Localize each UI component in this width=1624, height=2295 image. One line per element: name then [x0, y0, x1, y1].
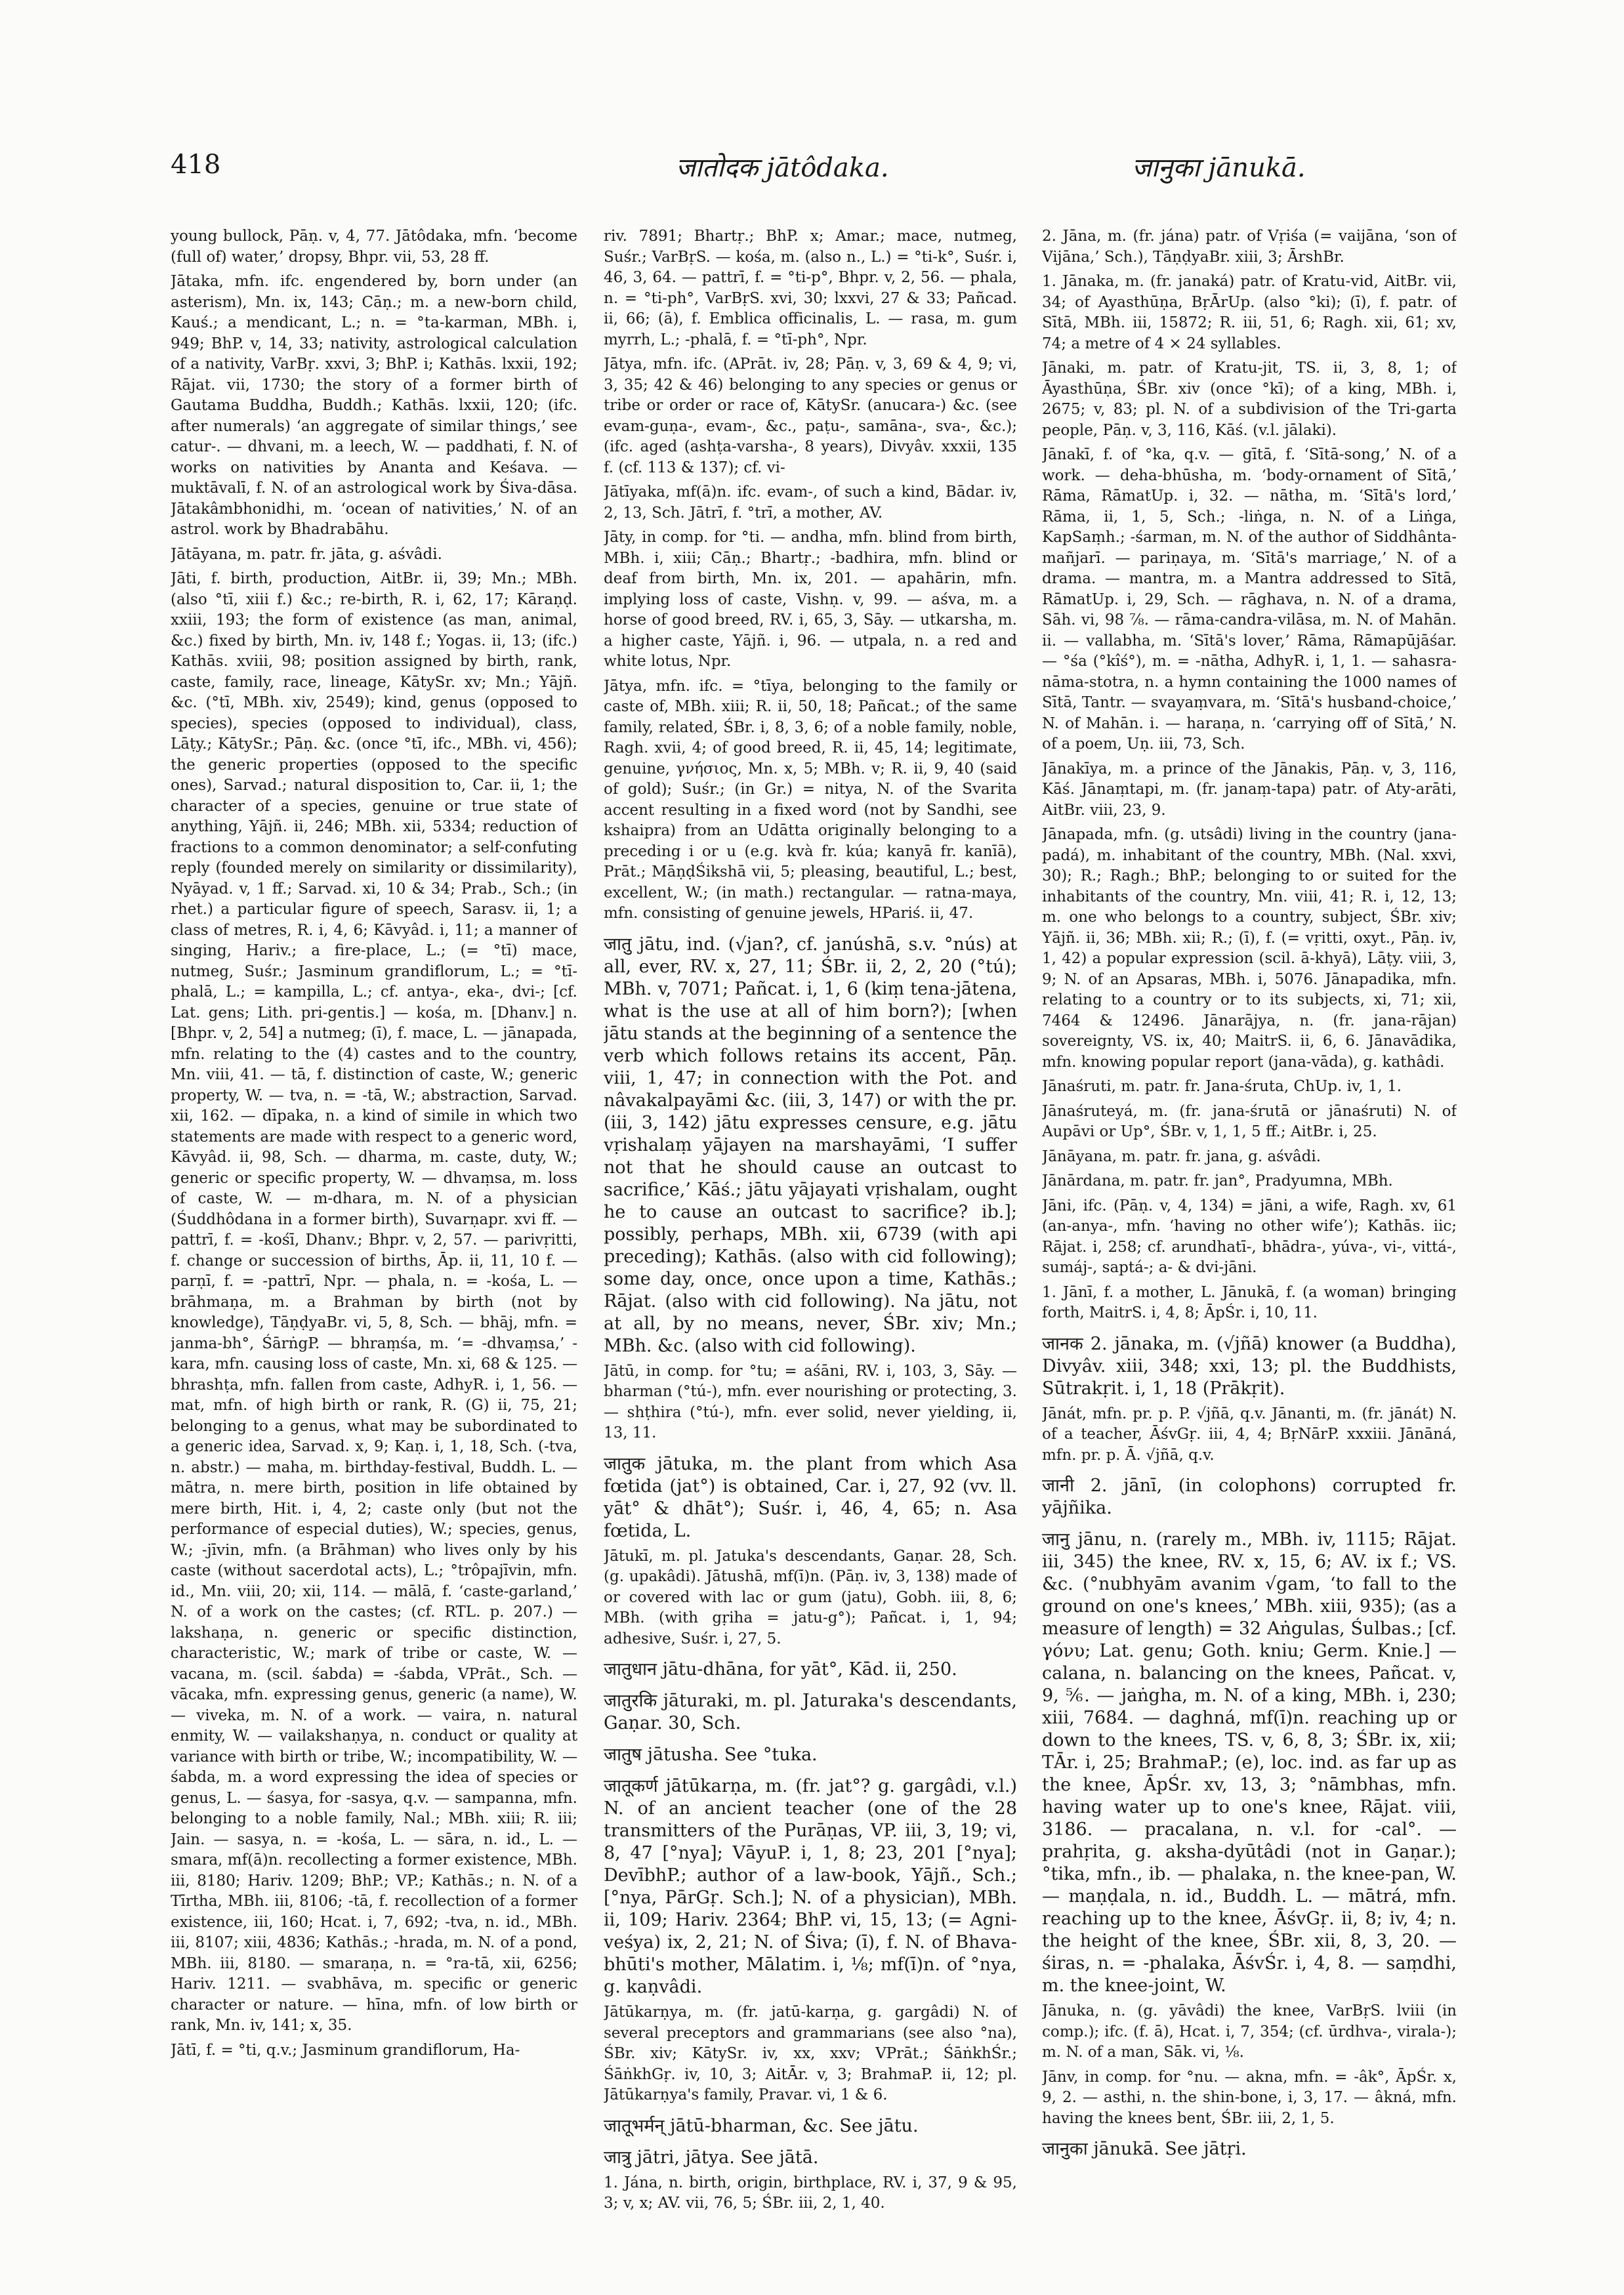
- dictionary-entry: जातुक jātuka, m. the plant from which Asa fœtida (jat°) is obtained, Car. i, 27, 92 (vv. ll. yāt° & dhāt°); Suśr. i, 46, 4, 65; n. Asa fœtida, L.: [604, 1453, 1017, 1541]
- dictionary-entry: 1. Jānaka, m. (fr. janaká) patr. of Kratu-vid, AitBr. vii, 34; of Ayasthūṇa, BṛĀrUp. (also °ki); (ī), f. patr. of Sītā, MBh. iii, 15872; R. iii, 51, 6; Ragh. xii, 61; xv, 74; a metre of 4 × 24 syllables.: [1042, 273, 1457, 352]
- page-number: 418: [171, 150, 221, 180]
- dictionary-entry: Jātukī, m. pl. Jatuka's descendants, Gaṇar. 28, Sch. (g. upakâdi). Jātushā, mf(ī)n. (Pāṇ. iv, 3, 138) made of or covered with lac or gum (jatu), Gobh. iii, 8, 6; MBh. (with gṛiha = jatu-g°); Pañcat. i, 1, 94; adhesive, Suśr. i, 27, 5.: [604, 1547, 1017, 1647]
- dictionary-entry: जानी 2. jānī, (in colophons) corrupted fr. yājñika.: [1042, 1476, 1457, 1518]
- right-running-headword: जानुका jānukā.: [1132, 153, 1306, 183]
- left-running-headword: जातोदक jātôdaka.: [676, 153, 889, 183]
- column-left: [171, 226, 577, 2227]
- dictionary-entry: जातुधान jātu-dhāna, for yāt°, Kād. ii, 250.: [604, 1659, 957, 1680]
- dictionary-entry: Jātaka, mfn. ifc. engendered by, born under (an asterism), Mn. ix, 143; Cāṇ.; m. a new-born child, Kauś.; a mendicant, L.; n. = °ta-karman, MBh. i, 949; BhP. v, 14, 33; nativity, astrological calculation of a nativity, VarBṛ. xxvi, 3; BhP. i; Kathās. lxxii, 192; Rājat. vii, 1730; the story of a former birth of Gautama Buddha, Buddh.; Kathās. lxxii, 120; (ifc. after numerals) ‘an aggregate of similar things,’ see catur-. — dhvani, m. a leech, W. — paddhati, f. N. of works on nativities by Ananta and Keśava. — muktāvalī, f. N. of an astrological work by Śiva-dāsa. Jātakâmbhonidhi, m. ‘ocean of nativities,’ N. of an astrol. work by Bhadrabāhu.: [171, 273, 577, 538]
- dictionary-entry: Jānát, mfn. pr. p. P. √jñā, q.v. Jānanti, m. (fr. jānát) N. of a teacher, ĀśvGṛ. iii, 4, 4; BṛNārP. xxxiii. Jānāná, mfn. pr. p. Ā. √jñā, q.v.: [1042, 1405, 1457, 1464]
- dictionary-entry: जानुका jānukā. See jātṛi.: [1042, 2139, 1247, 2159]
- dictionary-entry: Jānapada, mfn. (g. utsâdi) living in the country (jana-padá), m. inhabitant of the country, MBh. (Nal. xxvi, 30); R.; Ragh.; BhP.; belonging to or suited for the inhabitants of the country, Mn. viii, 41; R. i, 12, 13; m. one who belongs to a country, subject, ŚBr. xiv; Yājñ. ii, 36; MBh. xii; R.; (ī), f. (= vṛitti, oxyt., Pāṇ. iv, 1, 42) a popular expression (scil. ā-khyā), Lāṭy. viii, 3, 9; N. of an Apsaras, MBh. i, 5076. Jānapadika, mfn. relating to a country or to its subjects, xi, 71; xii, 7464 & 12496. Jānarājya, n. (fr. jana-rājan) sovereignty, VS. ix, 40; MaitrS. ii, 6, 6. Jānavādika, mfn. knowing popular report (jana-vāda), g. kathâdi.: [1042, 826, 1457, 1071]
- dictionary-entry: Jātī, f. = °ti, q.v.; Jasminum grandiflorum, Ha-: [171, 2041, 520, 2059]
- dictionary-entry: Jātū, in comp. for °tu; = aśāni, RV. i, 103, 3, Sāy. — bharman (°tú-), mfn. ever nourishing or protecting, 3. — shṭhira (°tú-), mfn. ever solid, never yielding, ii, 13, 11.: [604, 1362, 1017, 1441]
- column-right: [1042, 226, 1457, 2227]
- dictionary-entry: 2. Jāna, m. (fr. jána) patr. of Vṛiśa (= vaijāna, ‘son of Vijāna,’ Sch.), TāṇḍyaBr. xiii, 3; ĀrshBr.: [1042, 228, 1457, 266]
- dictionary-entry: Jātīyaka, mf(ā)n. ifc. evam-, of such a kind, Bādar. iv, 2, 13, Sch. Jātrī, f. °trī, a mother, AV.: [604, 484, 1017, 522]
- dictionary-entry: जातूकर्ण jātūkarṇa, m. (fr. jat°? g. gargâdi, v.l.) N. of an ancient teacher (one of the 28 transmitters of the Purāṇas, VP. iii, 3, 19; vi, 8, 47 [°nya]; VāyuP. i, 1, 8; 23, 201 [°nya]; DevībhP.; author of a law-book, Yājñ., Sch.; [°nya, PārGṛ. Sch.]; N. of a physician), MBh. ii, 109; Hariv. 2364; BhP. vi, 15, 13; (= Agni-veśya) ix, 2, 21; N. of Śiva; (ī), f. N. of Bhava-bhūti's mother, Mālatim. i, ⅛; mf(ī)n. of °nya, g. kaṇvâdi.: [604, 1776, 1017, 1997]
- dictionary-entry: जातुष jātusha. See °tuka.: [604, 1745, 818, 1765]
- dictionary-entry: young bullock, Pāṇ. v, 4, 77. Jātôdaka, mfn. ‘become (full of) water,’ dropsy, Bhpr. vii, 53, 28 ff.: [171, 228, 577, 266]
- dictionary-entry: Jānv, in comp. for °nu. — akna, mfn. = -âk°, ĀpŚr. x, 9, 2. — asthi, n. the shin-bone, i, 3, 17. — âkná, mfn. having the knees bent, ŚBr. iii, 2, 1, 5.: [1042, 2068, 1457, 2127]
- dictionary-entry: Jānaśruti, m. patr. fr. Jana-śruta, ChUp. iv, 1, 1.: [1042, 1078, 1402, 1095]
- dictionary-entry: Jānuka, n. (g. yāvâdi) the knee, VarBṛS. lviii (in comp.); ifc. (f. ā), Hcat. i, 7, 354; (cf. ūrdhva-, virala-); m. N. of a man, Sāk. vi, ⅛.: [1042, 2002, 1457, 2061]
- dictionary-entry: जातुरकि jāturaki, m. pl. Jaturaka's descendants, Gaṇar. 30, Sch.: [604, 1691, 1017, 1733]
- dictionary-entry: जानु jānu, n. (rarely m., MBh. iv, 1115; Rājat. iii, 345) the knee, RV. x, 15, 6; AV. ix f.; VS. &c. (°nubhyām avanim √gam, ‘to fall to the ground on one's knees,’ MBh. xiii, 935); (as a measure of length) = 32 Aṅgulas, Śulbas.; [cf. γόνυ; Lat. genu; Goth. kniu; Germ. Knie.] — calana, n. balancing on the knees, Pañcat. v, 9, ⅚. — jaṅgha, m. N. of a king, MBh. i, 230; xiii, 7684. — daghná, mf(ī)n. reaching up or down to the knees, TS. v, 6, 8, 3; ŚBr. ix, xii; TĀr. i, 25; BrahmaP.; (e), loc. ind. as far up as the knee, ĀpŚr. xv, 13, 3; °nāmbhas, mfn. having water up to one's knee, Rājat. viii, 3186. — pracalana, n. v.l. for -cal°. — prahṛita, g. aksha-dyūtâdi (not in Gaṇar.); °tika, mfn., ib. — phalaka, n. the knee-pan, W. — maṇḍala, n. id., Buddh. L. — mātrá, mfn. reaching up to the knee, ĀśvGṛ. ii, 8; iv, 4; n. the height of the knee, ŚBr. xii, 8, 3, 20. — śiras, n. = -phalaka, ĀśvŚr. i, 4, 8. — saṃdhi, m. the knee-joint, W.: [1042, 1529, 1457, 1996]
- dictionary-entry: Jātya, mfn. ifc. (APrāt. iv, 28; Pāṇ. v, 3, 69 & 4, 9; vi, 3, 35; 42 & 46) belonging to any species or genus or tribe or order or race of, KātySr. (anucara-) &c. (see evam-guṇa-, evam-, &c., paṭu-, samāna-, sva-, &c.); (ifc. aged (ashṭa-varsha-, 8 years), Divyâv. xxxii, 135 f. (cf. 113 & 137); cf. vi-: [604, 356, 1017, 476]
- page-header: [171, 148, 1457, 194]
- dictionary-entry: जानक 2. jānaka, m. (√jñā) knower (a Buddha), Divyâv. xiii, 348; xxi, 13; pl. the Buddhists, Sūtrakṛit. i, 1, 18 (Prākṛit).: [1042, 1333, 1457, 1399]
- dictionary-entry: जात्रु jātri, jātya. See jātā.: [604, 2147, 819, 2168]
- dictionary-entry: Jāti, f. birth, production, AitBr. ii, 39; Mn.; MBh. (also °tī, xiii f.) &c.; re-birth, R. i, 62, 17; Kāraṇḍ. xxiii, 193; the form of existence (as man, animal, &c.) fixed by birth, Mn. iv, 148 f.; Yogas. ii, 13; (ifc.) Kathās. xviii, 98; position assigned by birth, rank, caste, family, race, lineage, KātySr. xv; Mn.; Yājñ. &c. (°tī, MBh. xiv, 2549); kind, genus (opposed to species), species (opposed to individual), class, Lāṭy.; KātySr.; Pāṇ. &c. (once °tī, ifc., MBh. vi, 456); the generic properties (opposed to the specific ones), Sarvad.; natural disposition to, Car. ii, 1; the character of a species, genuine or true state of anything, Yājñ. ii, 246; MBh. xii, 5334; reduction of fractions to a common denominator; a self-confuting reply (founded merely on similarity or dissimilarity), Nyāyad. v, 1 ff.; Sarvad. xi, 10 & 34; Prab., Sch.; (in rhet.) a particular figure of speech, Sarasv. ii, 1; a class of metres, R. i, 4, 6; Kāvyâd. i, 11; a manner of singing, Hariv.; a fire-place, L.; (= °tī) mace, nutmeg, Suśr.; Jasminum grandiflorum, L.; = °tī-phalā, L.; = kampilla, L.; cf. antya-, eka-, dvi-; [cf. Lat. gens; Lith. pri-gentis.] — kośa, m. [Dhanv.] n. [Bhpr. v, 2, 54] a nutmeg; (ī), f. mace, L. — jānapada, mfn. relating to the (4) castes and to the country, Mn. viii, 41. — tā, f. distinction of caste, W.; generic property, W. — tva, n. = -tā, W.; abstraction, Sarvad. xii, 162. — dīpaka, n. a kind of simile in which two statements are made with respect to a generic word, Kāvyâd. ii, 98, Sch. — dharma, m. caste, duty, W.; generic or specific property, W. — dhvaṃsa, m. loss of caste, W. — m-dhara, m. N. of a physician (Śuddhôdana in a former birth), Suvarṇapr. xvi ff. — pattrī, f. = -kośī, Dhanv.; Bhpr. v, 2, 57. — parivṛitti, f. change or succession of births, Āp. ii, 11, 10 f. — parṇī, f. = -pattrī, Npr. — phala, n. = -kośa, L. — brāhmaṇa, m. a Brahman by birth (not by knowledge), TāṇḍyaBr. vi, 5, 8, Sch. — bhāj, mfn. = janma-bh°, ŚārṅgP. — bhraṃśa, m. ‘= -dhvaṃsa,’ -kara, mfn. causing loss of caste, Mn. xi, 68 & 125. — bhrashṭa, mfn. fallen from caste, AdhyR. i, 1, 56. — mat, mfn. of high birth or rank, R. (G) ii, 75, 21; belonging to a genus, what may be subordinated to a generic idea, Sarvad. x, 9; Kaṇ. i, 1, 18, Sch. (-tva, n. abstr.) — maha, m. birthday-festival, Buddh. L. — mātra, n. mere birth, position in life obtained by mere birth, Hit. i, 4, 2; caste only (but not the performance of especial duties), W.; species, genus, W.; -jīvin, mfn. (a Brāhman) who lives only by his caste (without sacerdotal acts), L.; °trôpajīvin, mfn. id., Mn. viii, 20; xii, 114. — mālā, f. ‘caste-garland,’ N. of a work on the castes; (cf. RTL. p. 207.) — lakshaṇa, n. generic or specific distinction, characteristic, W.; mark of tribe or caste, W. — vacana, m. (scil. śabda) = -śabda, VPrāt., Sch. — vācaka, mfn. expressing genus, generic (a name), W. — viveka, m. N. of a work. — vaira, n. natural enmity, W. — vailakshaṇya, n. conduct or quality at variance with birth or tribe, W.; incompatibility, W. — śabda, m. a word expressing the idea of species or genus, L. — śasya, for -sasya, q.v. — sampanna, mfn. belonging to a noble family, Nal.; MBh. xiii; R. iii; Jain. — sasya, n. = -kośa, L. — sāra, n. id., L. — smara, mf(ā)n. recollecting a former existence, MBh. iii, 8180; Hariv. 1209; BhP.; VP.; Kathās.; n. N. of a Tīrtha, MBh. iii, 8106; -tā, f. recollection of a former existence, iii, 160; Hcat. i, 7, 692; -tva, n. id., MBh. iii, 8107; xiii, 4836; Kathās.; -hrada, m. N. of a pond, MBh. iii, 8180. — smaraṇa, n. = °ra-tā, xii, 6256; Hariv. 1211. — svabhāva, m. specific or generic character or nature. — hīna, mfn. of low birth or rank, Mn. iv, 141; x, 35.: [171, 570, 577, 2034]
- dictionary-entry: Jānakīya, m. a prince of the Jānakis, Pāṇ. v, 3, 116, Kāś. Jānaṃtapi, m. (fr. janaṃ-tapa) patr. of Aty-arāti, AitBr. viii, 23, 9.: [1042, 760, 1457, 819]
- dictionary-entry: Jānaśruteyá, m. (fr. jana-śrutā or jānaśruti) N. of Aupāvi or Up°, ŚBr. v, 1, 1, 5 ff.; AitBr. i, 25.: [1042, 1102, 1457, 1140]
- dictionary-entry: Jānāyana, m. patr. fr. jana, g. aśvâdi.: [1042, 1148, 1322, 1165]
- dictionary-entry: Jānakī, f. of °ka, q.v. — gītā, f. ‘Sītā-song,’ N. of a work. — deha-bhūsha, m. ‘body-ornament of Sītā,’ Rāma, RāmatUp. i, 32. — nātha, m. ‘Sītā's lord,’ Rāma, ii, 1, 5, Sch.; -liṅga, n. N. of a Liṅga, KapSaṃh.; -śarman, m. N. of the author of Siddhânta-mañjarī. — pariṇaya, m. ‘Sītā's marriage,’ N. of a drama. — mantra, m. a Mantra addressed to Sītā, RāmatUp. i, 29, Sch. — rāghava, n. N. of a drama, Sāh. vi, 98 ⅞. — rāma-candra-vilāsa, m. N. of Mahān. ii. — vallabha, m. ‘Sītā's lover,’ Rāma, Rāmapūjāśar. — °śa (°kîś°), m. = -nātha, AdhyR. i, 1, 1. — sahasra-nāma-stotra, n. a hymn containing the 1000 names of Sītā, Tantr. — svayaṃvara, m. ‘Sītā's husband-choice,’ N. of Mahān. i. — haraṇa, n. ‘carrying off of Sītā,’ N. of a poem, Uṇ. iii, 73, Sch.: [1042, 446, 1457, 753]
- dictionary-entry: Jāni, ifc. (Pāṇ. v, 4, 134) = jāni, a wife, Ragh. xv, 61 (an-anya-, mfn. ‘having no other wife’); Kathās. iic; Rājat. i, 258; cf. arundhatī-, bhādra-, yúva-, vi-, vittá-, sumáj-, saptá-; a- & dvi-jāni.: [1042, 1197, 1457, 1276]
- dictionary-entry: Jāty, in comp. for °ti. — andha, mfn. blind from birth, MBh. i, xiii; Cāṇ.; Bhartṛ.; -badhira, mfn. blind or deaf from birth, Mn. ix, 201. — apahārin, mfn. implying loss of caste, Vishṇ. v, 99. — aśva, m. a horse of good breed, RV. i, 65, 3, Sāy. — utkarsha, m. a higher caste, Yājñ. i, 96. — utpala, n. a red and white lotus, Npr.: [604, 529, 1017, 670]
- dictionary-entry: riv. 7891; Bhartṛ.; BhP. x; Amar.; mace, nutmeg, Suśr.; VarBṛS. — kośa, m. (also n., L.) = °ti-k°, Suśr. i, 46, 3, 64. — pattrī, f. = °ti-p°, Bhpr. v, 2, 56. — phala, n. = °ti-ph°, VarBṛS. xvi, 30; lxxvi, 27 & 33; Pañcad. ii, 66; (ā), f. Emblica officinalis, L. — rasa, m. gum myrrh, L.; -phalā, f. = °tī-ph°, Npr.: [604, 228, 1017, 348]
- dictionary-entry: Jānaki, m. patr. of Kratu-jit, TS. ii, 3, 8, 1; of Āyasthūṇa, ŚBr. xiv (once °kī); of a king, MBh. i, 2675; v, 83; pl. N. of a subdivision of the Tri-garta people, Pāṇ. v, 3, 116, Kāś. (v.l. jālaki).: [1042, 360, 1457, 439]
- column-middle: [604, 226, 1017, 2227]
- dictionary-entry: Jānārdana, m. patr. fr. jan°, Pradyumna, MBh.: [1042, 1172, 1393, 1189]
- dictionary-entry: Jātāyana, m. patr. fr. jāta, g. aśvâdi.: [171, 545, 442, 563]
- dictionary-columns: [171, 226, 1457, 2227]
- dictionary-entry: 1. Jānī, f. a mother, L. Jānukā, f. (a woman) bringing forth, MaitrS. i, 4, 8; ĀpŚr. i, 10, 11.: [1042, 1283, 1457, 1321]
- dictionary-entry: Jātya, mfn. ifc. = °tīya, belonging to the family or caste of, MBh. xiii; R. ii, 50, 18; Pañcat.; of the same family, related, ŚBr. i, 8, 3, 6; of a noble family, noble, Ragh. xvii, 4; of good breed, R. ii, 45, 14; legitimate, genuine, γνήσιος, Mn. x, 5; MBh. v; R. ii, 9, 40 (said of gold); Suśr.; (in Gr.) = nitya, N. of the Svarita accent resulting in a fixed word (not by Sandhi, see kshaipra) from an Udātta originally belonging to a preceding i or u (e.g. kvà fr. kúa; kanyā fr. kanīā), Prāt.; MāṇḍŚikshā vii, 5; pleasing, beautiful, L.; best, excellent, W.; (in math.) rectangular. — ratna-maya, mfn. consisting of genuine jewels, HPariś. ii, 47.: [604, 677, 1017, 922]
- dictionary-entry: जातूभर्मन् jātū-bharman, &c. See jātu.: [604, 2115, 919, 2136]
- dictionary-entry: 1. Jána, n. birth, origin, birthplace, RV. i, 37, 9 & 95, 3; v, x; AV. vii, 76, 5; ŚBr. iii, 2, 1, 40.: [604, 2174, 1017, 2212]
- dictionary-entry: जातु jātu, ind. (√jan?, cf. janúshā, s.v. °nús) at all, ever, RV. x, 27, 11; ŚBr. ii, 2, 2, 20 (°tú); MBh. v, 7071; Pañcat. i, 1, 6 (kiṃ tena-jātena, what is the use at all of him born?); [when jātu stands at the beginning of a sentence the verb which follows retains its accent, Pāṇ. viii, 1, 47; in connection with the Pot. and nâvakalpayāmi &c. (iii, 3, 147) or with the pr. (iii, 3, 142) jātu expresses censure, e.g. jātu vṛishalaṃ yājayen na marshayāmi, ‘I suffer not that he should cause an outcast to sacrifice,’ Kāś.; jātu yājayati vṛishalam, ought he to cause an outcast to sacrifice? ib.]; possibly, perhaps, MBh. xii, 6739 (with api preceding); Kathās. (also with cid following); some day, once, once upon a time, Kathās.; Rājat. (also with cid following). Na jātu, not at all, by no means, never, ŚBr. xiv; Mn.; MBh. &c. (also with cid following).: [604, 934, 1017, 1356]
- dictionary-entry: Jātūkarṇya, m. (fr. jatū-karṇa, g. gargâdi) N. of several preceptors and grammarians (see also °na), ŚBr. xiv; KātySr. iv, xx, xxv; VPrāt.; ŚāṅkhŚr.; ŚāṅkhGṛ. iv, 10, 3; AitĀr. v, 3; BrahmaP. ii, 12; pl. Jātūkarṇya's family, Pravar. vi, 1 & 6.: [604, 2004, 1017, 2103]
